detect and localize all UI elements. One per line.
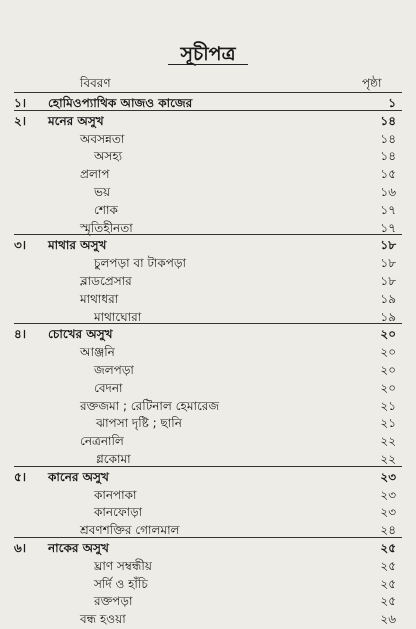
entry-page-number: ২৬: [380, 612, 396, 627]
entry-page-number: ১৪: [380, 113, 396, 128]
entry-page-number: ১৪: [380, 149, 396, 164]
entry-label: আঞ্জনি: [80, 345, 115, 360]
entry-number: ৫।: [14, 469, 27, 484]
entry-page-number: ২৫: [380, 576, 396, 591]
entry-label: সর্দি ও হাঁচি: [94, 576, 148, 591]
page-title: সূচীপত্র: [180, 43, 236, 65]
entry-label: মনের অসুখ: [48, 113, 104, 128]
entry-page-number: ১৪: [380, 131, 396, 146]
entry-label: শ্রবণশক্তির গোলমাল: [80, 523, 180, 538]
entry-page-number: ২১: [380, 416, 396, 431]
entry-label: ঘ্রাণ সম্বন্ধীয়: [94, 558, 152, 573]
entry-number: ১।: [14, 96, 27, 110]
entry-page-number: ১৮: [380, 238, 396, 253]
entry-label: প্রলাপ: [80, 167, 110, 182]
entry-label: শোক: [94, 202, 118, 217]
entry-label: অসহ্য: [94, 149, 123, 164]
entry-label: কানের অসুখ: [48, 469, 109, 484]
entry-page-number: ২০: [380, 345, 396, 360]
entry-label: কানফোড়া: [94, 505, 143, 520]
entry-page-number: ১৭: [380, 202, 396, 217]
entry-page-number: ২৫: [380, 541, 396, 555]
entry-page-number: ১৯: [380, 309, 396, 324]
entry-page-number: ১৭: [380, 220, 396, 235]
entry-label: ব্লাডপ্রেসার: [80, 274, 132, 288]
entry-label: ঝাপসা দৃষ্টি ; ছানি: [96, 416, 182, 431]
entry-page-number: ২৩: [380, 505, 396, 520]
header-description: বিবরণ: [80, 76, 111, 90]
entry-label: নাকের অসুখ: [48, 541, 109, 555]
entry-label: মাথাঘোরা: [94, 309, 142, 324]
entry-page-number: ২৩: [380, 469, 396, 484]
entry-page-number: ২০: [380, 380, 396, 395]
header-page: পৃষ্ঠা: [362, 76, 382, 90]
entry-label: জলপড়া: [94, 363, 134, 377]
entry-label: স্মৃতিহীনতা: [80, 220, 133, 235]
entry-page-number: ১৬: [380, 185, 396, 199]
entry-number: ২।: [14, 113, 27, 128]
entry-label: চোখের অসুখ: [48, 327, 113, 342]
entry-page-number: ২৫: [380, 558, 396, 573]
entry-label: ভয়: [94, 185, 111, 199]
entry-label: মাথার অসুখ: [48, 238, 107, 253]
entry-page-number: ২৫: [380, 594, 396, 609]
title-underline: [168, 64, 248, 65]
toc-subentry-row: [0, 609, 416, 629]
entry-label: বন্ধ হওয়া: [80, 612, 126, 627]
entry-number: ৪।: [14, 327, 27, 342]
entry-page-number: ১৯: [380, 291, 396, 306]
entry-label: চুলপড়া বা টাকপড়া: [94, 256, 187, 271]
entry-page-number: ২২: [380, 452, 396, 466]
entry-label: হোমিওপ্যাথিক আজও কাজের: [48, 96, 193, 110]
entry-page-number: ২০: [380, 327, 396, 342]
entry-label: কানপাকা: [94, 487, 137, 502]
entry-label: রক্তপড়া: [94, 594, 133, 609]
entry-label: অবসন্নতা: [80, 131, 125, 146]
entry-label: গ্লকোমা: [96, 452, 131, 466]
entry-page-number: ২০: [380, 363, 396, 377]
entry-label: নেত্রনালি: [80, 434, 124, 449]
entry-label: বেদনা: [94, 380, 123, 395]
entry-page-number: ২১: [380, 398, 396, 413]
entry-page-number: ১: [388, 96, 396, 110]
entry-page-number: ২৪: [380, 523, 396, 538]
entry-page-number: ১৮: [380, 256, 396, 271]
entry-number: ৬।: [14, 541, 27, 555]
entry-page-number: ২২: [380, 434, 396, 449]
entry-label: মাথাধরা: [80, 291, 119, 306]
entry-page-number: ১৮: [380, 274, 396, 288]
entry-label: রক্তজমা ; রেটিনাল হেমারেজ: [80, 398, 220, 413]
entry-page-number: ২৩: [380, 487, 396, 502]
entry-number: ৩।: [14, 238, 27, 253]
entry-page-number: ১৫: [380, 167, 396, 182]
